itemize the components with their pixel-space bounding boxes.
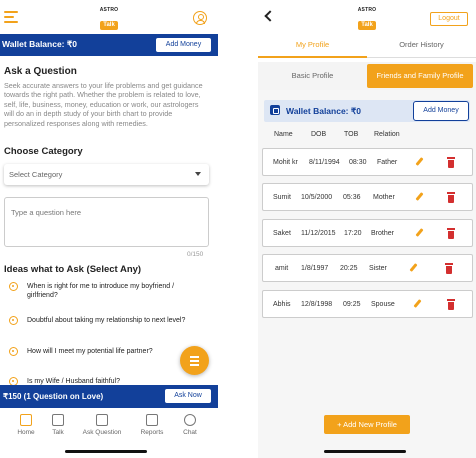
profile-row[interactable] [262,183,473,211]
page-title: Ask a Question [4,66,77,77]
wallet-balance: Wallet Balance: ₹0 [286,106,362,116]
profile-dob: 12/8/1998 [301,301,333,308]
logo-text-bottom: Talk [358,21,376,30]
profile-name: amit [275,265,289,272]
column-header-tob: TOB [344,131,359,138]
basic-profile-button[interactable]: Basic Profile [258,64,367,88]
tab-order-history[interactable]: Order History [367,38,476,58]
profile-dob: 11/12/2015 [301,230,336,237]
ask-description: Seek accurate answers to your life problems and get guidance towards the right path. Whether the problem is related to love, self, life, business, money, education or work, our astrologers will do an in depth study of your birth chart to provide personalized responses along with remedies. [4,81,203,128]
delete-icon[interactable] [447,192,455,203]
tab-my-profile[interactable]: My Profile [258,38,367,58]
profile-name: Abhis [273,301,291,308]
back-icon[interactable] [264,10,275,21]
menu-fab-button[interactable] [180,346,209,375]
reports-icon [146,414,158,426]
add-money-button[interactable]: Add Money [413,101,469,121]
add-new-profile-button[interactable]: + Add New Profile [324,415,410,434]
top-bar [0,0,218,34]
idea-text: Is my Wife / Husband faithful? [27,378,120,385]
logo-text-bottom: Talk [100,21,118,30]
idea-text: Doubtful about taking my relationship to next level? [27,317,186,324]
delete-icon[interactable] [445,263,453,274]
home-indicator [324,450,406,453]
home-indicator [65,450,147,453]
lightbulb-icon [9,347,18,356]
talk-icon [52,414,64,426]
home-icon [20,414,32,426]
profile-tob: 09:25 [343,301,361,308]
wallet-balance: Wallet Balance: ₹0 [2,39,78,49]
profile-relation: Spouse [371,301,395,308]
promo-bar [0,385,218,408]
character-counter: 0/150 [187,251,204,258]
ideas-heading: Ideas what to Ask (Select Any) [4,264,142,275]
menu-fab-icon-line [190,364,199,366]
ask-question-icon [96,414,108,426]
nav-label: Chat [183,429,197,436]
chevron-down-icon [195,172,201,176]
profile-tob: 08:30 [349,159,367,166]
edit-icon[interactable] [413,299,422,310]
nav-reports[interactable] [138,414,166,436]
profile-tabs [258,38,476,58]
nav-chat[interactable] [179,414,201,436]
profile-icon[interactable] [193,11,207,25]
question-input[interactable] [4,197,209,247]
idea-text: How will I meet my potential life partner? [27,348,153,355]
profile-dob: 8/11/1994 [309,159,340,166]
menu-fab-icon [190,356,199,358]
column-header-relation: Relation [374,131,400,138]
logo-text-top: ASTRO [99,7,119,13]
question-placeholder: Type a question here [11,208,82,217]
nav-label: Reports [140,429,164,436]
profile-screen [258,0,476,458]
nav-talk[interactable] [46,414,70,436]
profile-tob: 20:25 [340,265,358,272]
promo-text: ₹150 (1 Question on Love) [3,392,104,401]
delete-icon[interactable] [447,299,455,310]
profile-tob: 17:20 [344,230,362,237]
chat-icon [184,414,196,426]
category-heading: Choose Category [4,146,83,157]
menu-icon[interactable] [4,11,18,23]
column-header-name: Name [274,131,293,138]
profile-dob: 1/8/1997 [301,265,329,272]
category-select[interactable] [4,164,209,185]
ask-now-button[interactable]: Ask Now [165,389,211,403]
edit-icon[interactable] [409,263,418,274]
add-money-button[interactable]: Add Money [156,38,211,52]
nav-label: Home [17,429,35,436]
wallet-bar [0,34,218,56]
profile-row[interactable] [262,148,473,176]
edit-icon[interactable] [415,192,424,203]
idea-text: When is right for me to introduce my boyfriend / girlfriend? [27,283,175,300]
lightbulb-icon [9,316,18,325]
nav-home[interactable] [14,414,38,436]
profile-type-toggle [258,62,476,90]
profile-dob: 10/5/2000 [301,194,333,201]
profile-tob: 05:36 [343,194,361,201]
profile-row[interactable] [262,254,473,282]
wallet-icon [270,105,280,115]
nav-label: Ask Question [82,429,122,436]
profile-relation: Father [377,159,398,166]
profile-name: Mohit kr [273,159,298,166]
lightbulb-icon [9,282,18,291]
delete-icon[interactable] [447,157,455,168]
profile-name: Saket [273,230,291,237]
profile-relation: Brother [371,230,394,237]
profile-row[interactable] [262,290,473,318]
logout-button[interactable]: Logout [430,12,468,26]
app-logo [354,7,380,29]
nav-label: Talk [52,429,64,436]
category-select-value: Select Category [9,170,63,179]
ask-question-screen [0,0,218,458]
profile-row[interactable] [262,219,473,247]
app-logo [96,7,122,29]
menu-fab-icon-line [190,360,199,362]
family-profile-button[interactable]: Friends and Family Profile [367,64,473,88]
nav-ask-question[interactable] [79,414,125,436]
edit-icon[interactable] [415,228,424,239]
delete-icon[interactable] [447,228,455,239]
edit-icon[interactable] [415,157,424,168]
column-header-dob: DOB [311,131,327,138]
profile-relation: Mother [373,194,395,201]
logo-text-top: ASTRO [357,7,377,13]
profile-relation: Sister [369,265,387,272]
profile-name: Sumit [273,194,291,201]
